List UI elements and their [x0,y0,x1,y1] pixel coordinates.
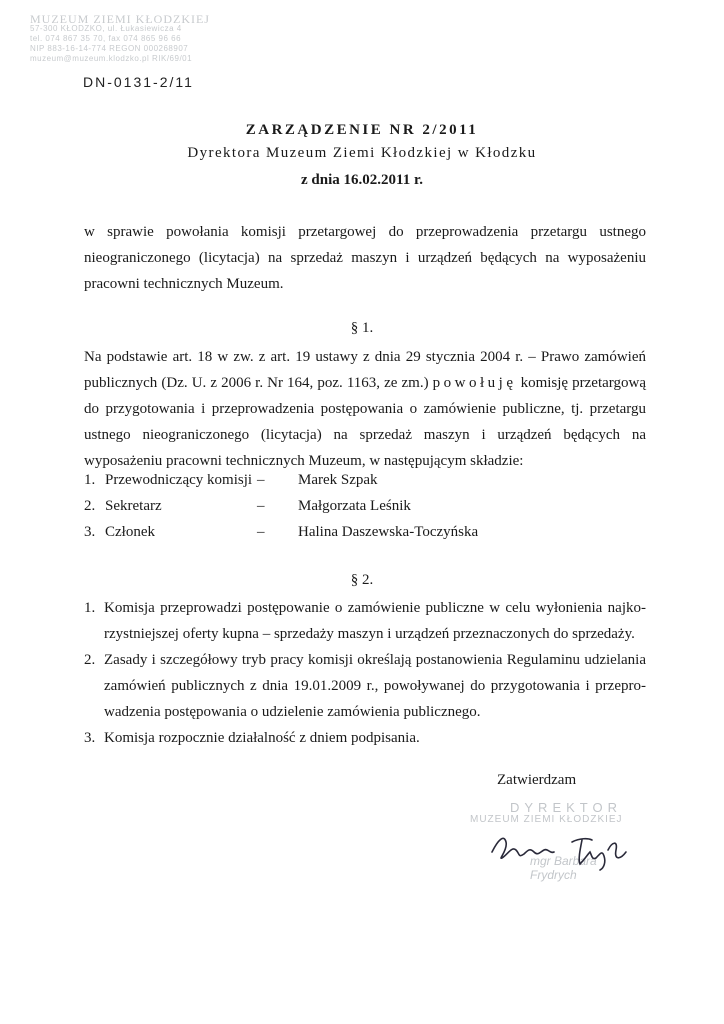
stamp-line: muzeum@muzeum.klodzko.pl RIK/69/01 [30,54,193,63]
document-reference: DN-0131-2/11 [83,74,194,90]
text-line: wyposażeniu pracowni technicznych Muzeum, w następującym składzie: [84,453,524,469]
member-role: Sekretarz [105,498,162,514]
list-item [84,647,646,725]
stamp-line: tel. 074 867 35 70, fax 074 865 96 66 [30,34,182,43]
list-item [84,725,646,751]
text-line: wadzenia postępowania o udzielenie zamówienia publicznego. [104,704,481,720]
subject-paragraph [84,219,646,297]
member-row [84,498,646,522]
text-line [84,370,646,396]
section-1-paragraph [84,344,646,474]
stamp-line: NIP 883-16-14-774 REGON 000268907 [30,44,189,53]
item-number: 3. [84,730,96,746]
member-role: Przewodniczący komisji [105,472,253,488]
member-number: 2. [84,498,96,514]
text-line: ustnego nieograniczonego (licytacja) na sprzedaż maszyn i urządzeń będących na [84,427,646,443]
document-date: z dnia 16.02.2011 r. [301,172,423,188]
text-line: w sprawie powołania komisji przetargowej do przeprowadzenia przetargu ustnego [84,224,646,240]
text-line: do przygotowania i przeprowadzenia postępowania o zamówienie publiczne, tj. przetargu [84,401,646,417]
stamp-name: mgr Barbara Frydrych [530,854,597,882]
text-line: Komisja rozpocznie działalność z dniem podpisania. [104,730,420,746]
section-2-list [84,595,646,751]
item-number: 2. [84,652,96,668]
text-line: zamówień publicznych z dnia 19.01.2009 r., powoływanej do przygotowania i przepro- [104,678,646,694]
stamp-line: MUZEUM ZIEMI KŁODZKIEJ [470,814,623,825]
member-name: Halina Daszewska-Toczyńska [298,524,479,540]
document-title: ZARZĄDZENIE NR 2/2011 [245,122,479,138]
handwritten-signature [488,820,638,880]
text-line: pracowni technicznych Muzeum. [84,276,284,292]
list-item [84,595,646,647]
member-name: Małgorzata Leśnik [298,498,411,514]
item-number: 1. [84,600,96,616]
stamp-line: DYREKTOR [510,800,622,815]
member-role: Członek [105,524,155,540]
member-row [84,524,646,548]
emphasized-verb: powołuję [432,375,517,391]
member-number: 3. [84,524,96,540]
text-line: rzystniejszej oferty kupna – sprzedaży maszyn i urządzeń przeznaczonych do sprzedaży. [104,626,635,642]
member-row [84,472,646,496]
section-1-heading: § 1. [350,320,374,336]
member-number: 1. [84,472,96,488]
member-dash: – [257,498,265,514]
section-2-heading: § 2. [350,572,374,588]
text-line: Na podstawie art. 18 w zw. z art. 19 ustawy z dnia 29 stycznia 2004 r. – Prawo zamówień [84,349,646,365]
approval-label: Zatwierdzam [497,772,577,788]
member-dash: – [257,524,265,540]
text-line: nieograniczonego (licytacja) na sprzedaż maszyn i urządzeń będących na wyposażeniu [84,250,646,266]
text-line: Komisja przeprowadzi postępowanie o zamówienie publiczne w celu wyłonienia najko- [104,600,646,616]
stamp-line: MUZEUM ZIEMI KŁODZKIEJ [30,12,210,26]
document-subtitle: Dyrektora Muzeum Ziemi Kłodzkiej w Kłodzku [187,145,537,161]
member-dash: – [257,472,265,488]
member-name: Marek Szpak [298,472,378,488]
text-fragment: komisję przetargową [520,375,647,391]
text-line: Zasady i szczegółowy tryb pracy komisji określają postanowienia Regulaminu udzielania [104,652,646,668]
text-fragment: publicznych (Dz. U. z 2006 r. Nr 164, poz. 1163, ze zm.) [84,375,429,391]
stamp-line: 57-300 KŁODZKO, ul. Łukasiewicza 4 [30,24,182,33]
